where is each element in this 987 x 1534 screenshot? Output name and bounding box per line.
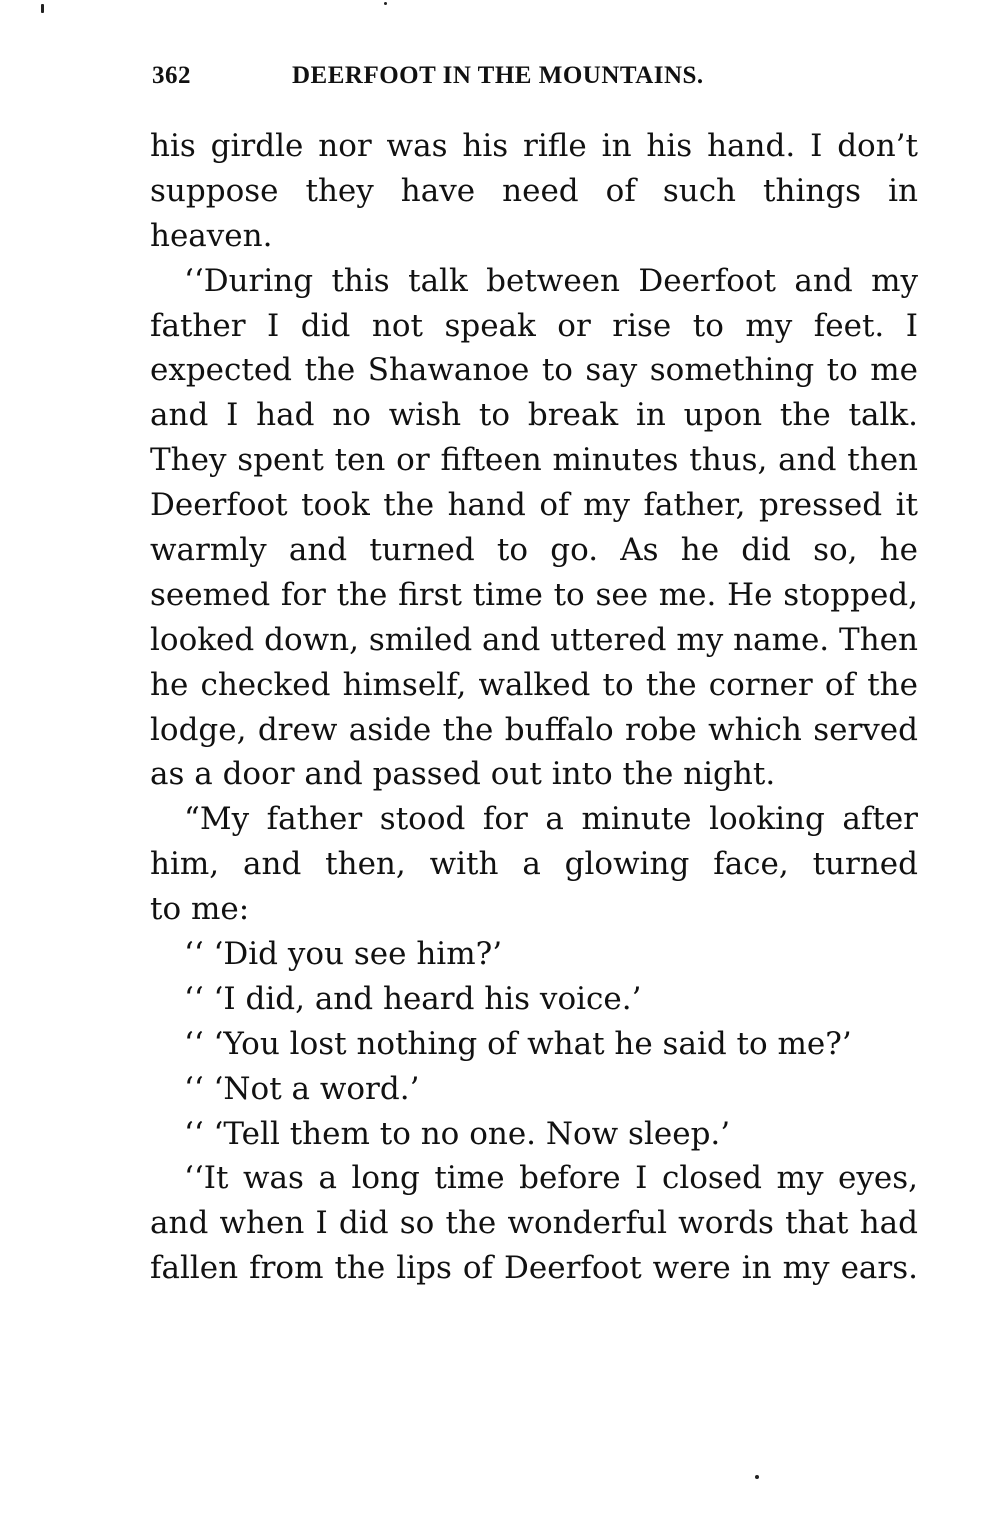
text-line: to me: [150,891,250,928]
text-line: ‘‘ ‘Not a word.’ [184,1070,420,1107]
text-line: father I did not speak or rise to my feet. I [150,307,918,344]
text-line: suppose they have need of such things in [150,172,918,209]
text-line: he checked himself, walked to the corner of the [150,666,918,703]
scan-speck [755,1475,759,1479]
text-line: expected the Shawanoe to say something to me [150,352,918,389]
running-head [152,62,772,92]
text-line: ‘‘ ‘I did, and heard his voice.’ [184,980,642,1017]
text-line: seemed for the first time to see me. He stopped, [150,576,918,613]
text-line: ‘‘ ‘You lost nothing of what he said to me?’ [184,1025,852,1062]
text-line: him, and then, with a glowing face, turned [150,846,918,883]
text-line: ‘‘During this talk between Deerfoot and my [184,262,918,299]
text-line: heaven. [150,217,273,254]
text-line: ‘‘It was a long time before I closed my eyes, [184,1160,918,1197]
page-number: 362 [152,62,191,89]
text-line: Deerfoot took the hand of my father, pressed it [150,487,918,524]
scan-speck [384,2,387,5]
text-line: as a door and passed out into the night. [150,756,776,793]
text-line: warmly and turned to go. As he did so, he [150,532,918,569]
text-line: his girdle nor was his rifle in his hand. I don’t [150,128,918,164]
scan-speck [41,4,44,13]
text-line: lodge, drew aside the buffalo robe which served [150,711,918,748]
text-line: “My father stood for a minute looking after [184,801,918,838]
text-line: and I had no wish to break in upon the talk. [150,397,918,434]
book-title: DEERFOOT IN THE MOUNTAINS. [292,62,704,89]
text-line: They spent ten or fifteen minutes thus, and then [150,442,918,479]
text-line: fallen from the lips of Deerfoot were in my ears. [150,1250,918,1287]
body-text [150,124,918,1291]
text-line: ‘‘ ‘Tell them to no one. Now sleep.’ [184,1115,731,1152]
text-line: looked down, smiled and uttered my name. Then [150,621,918,658]
text-line: ‘‘ ‘Did you see him?’ [184,936,503,973]
text-line: and when I did so the wonderful words that had [150,1205,918,1242]
